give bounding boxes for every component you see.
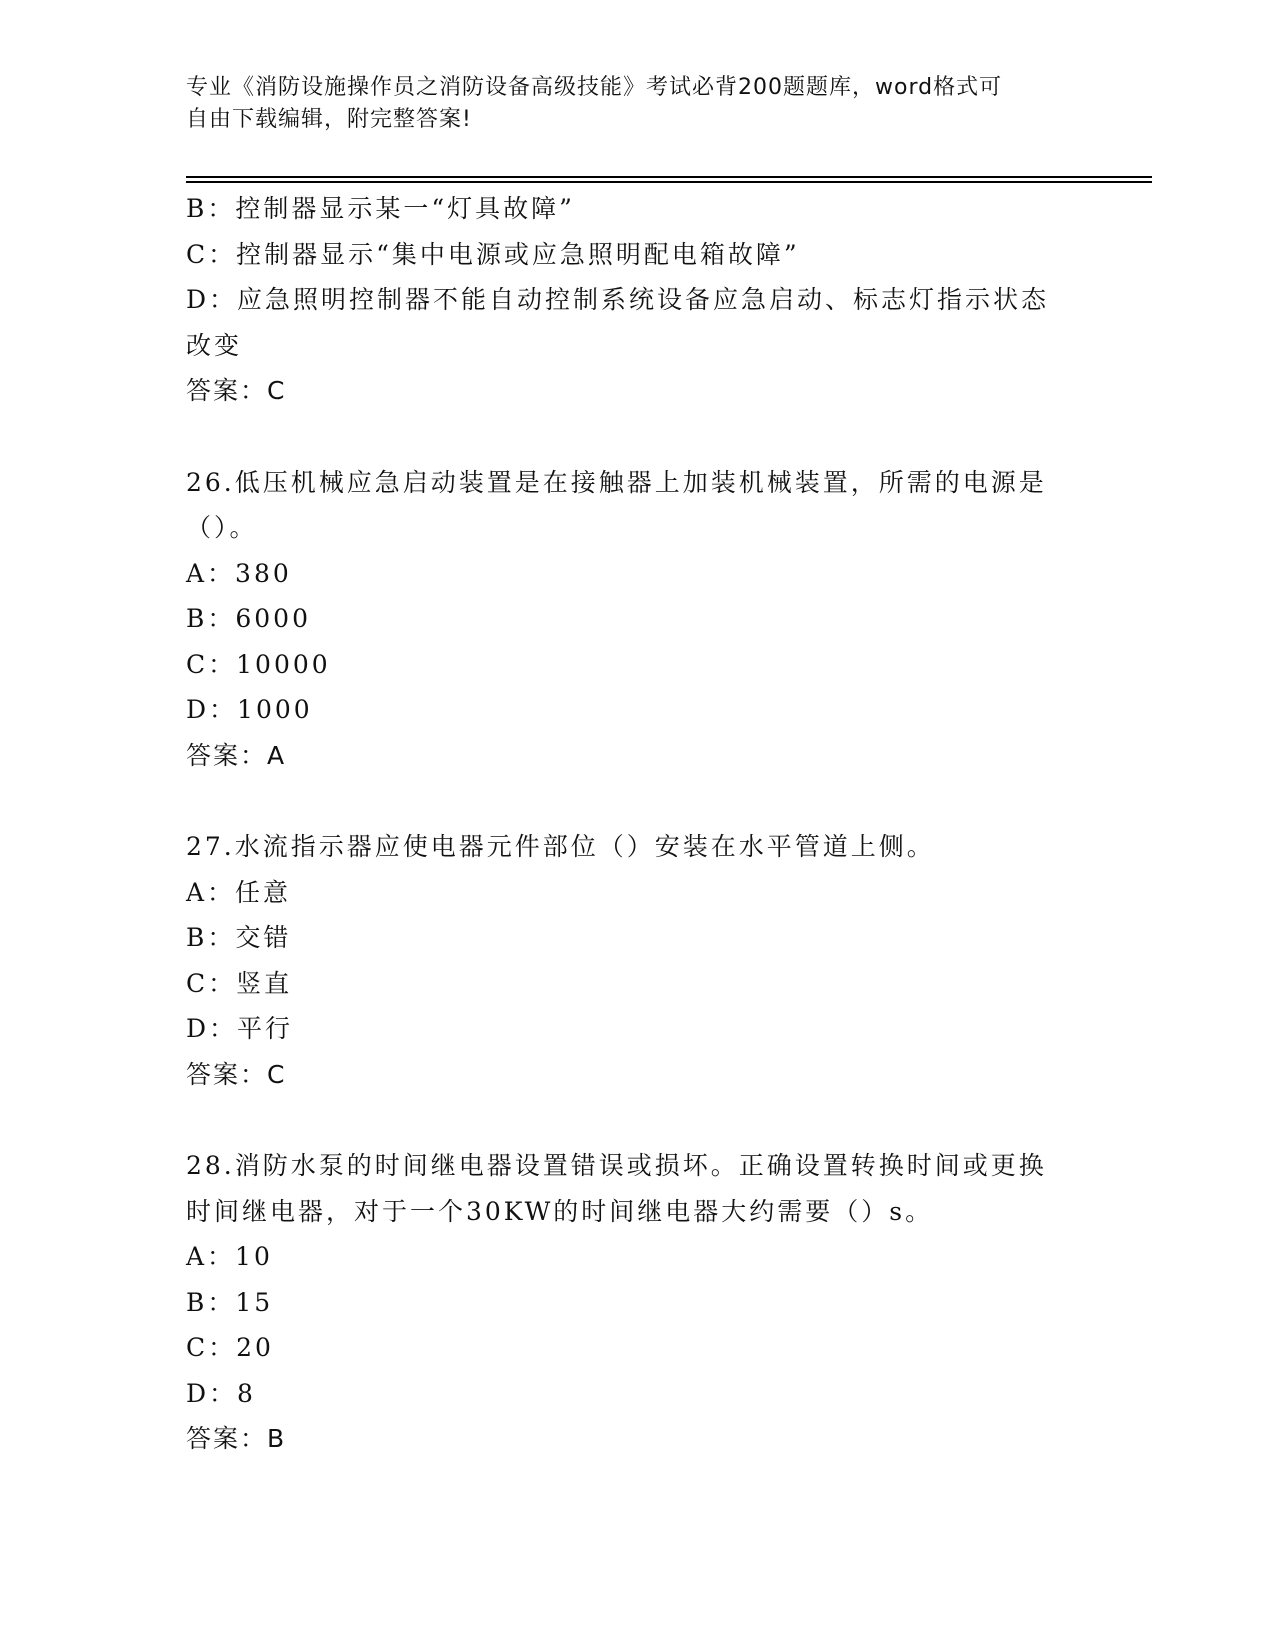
answer: 答案：B: [186, 1424, 287, 1453]
question-27: [186, 824, 1086, 1097]
option-c: C：控制器显示“集中电源或应急照明配电箱故障”: [186, 239, 800, 269]
question-text: 28.消防水泵的时间继电器设置错误或损坏。正确设置转换时间或更换: [186, 1151, 1047, 1180]
header-line-1: 专业《消防设施操作员之消防设备高级技能》考试必背200题题库，word格式可: [186, 75, 1003, 100]
option-d: D：平行: [186, 1014, 294, 1043]
header-line-2: 自由下载编辑，附完整答案!: [186, 107, 472, 132]
option-b: B：15: [186, 1287, 274, 1317]
option-b: B：控制器显示某一“灯具故障”: [186, 194, 575, 223]
spacer: [186, 414, 1086, 460]
option-a: A：10: [186, 1242, 273, 1271]
option-c: C：20: [186, 1333, 274, 1362]
document-header: [186, 72, 1066, 136]
question-text: 26.低压机械应急启动装置是在接触器上加装机械装置，所需的电源是: [186, 467, 1047, 497]
question-28: [186, 1143, 1086, 1462]
header-divider-top: [186, 176, 1152, 178]
question-25-tail: [186, 186, 1086, 414]
spacer: [186, 778, 1086, 824]
option-b: B：交错: [186, 923, 292, 952]
option-d-continuation: 改变: [186, 330, 243, 360]
question-list: [186, 186, 1086, 1462]
question-text-continuation: 时间继电器，对于一个30KW的时间继电器大约需要（）s。: [186, 1196, 934, 1226]
question-text-continuation: （）。: [186, 513, 258, 542]
option-d: D：1000: [186, 695, 313, 724]
option-a: A：任意: [186, 877, 292, 907]
option-d: D：应急照明控制器不能自动控制系统设备应急启动、标志灯指示状态: [186, 285, 1050, 314]
answer: 答案：C: [186, 376, 287, 405]
option-d: D：8: [186, 1378, 256, 1408]
question-26: [186, 460, 1086, 779]
answer: 答案：A: [186, 740, 287, 770]
option-c: C：10000: [186, 649, 331, 679]
option-a: A：380: [186, 558, 292, 588]
spacer: [186, 1097, 1086, 1143]
option-b: B：6000: [186, 604, 311, 633]
header-divider-bottom: [186, 181, 1152, 183]
question-text: 27.水流指示器应使电器元件部位（）安装在水平管道上侧。: [186, 832, 935, 861]
answer: 答案：C: [186, 1059, 287, 1089]
option-c: C：竖直: [186, 968, 293, 998]
